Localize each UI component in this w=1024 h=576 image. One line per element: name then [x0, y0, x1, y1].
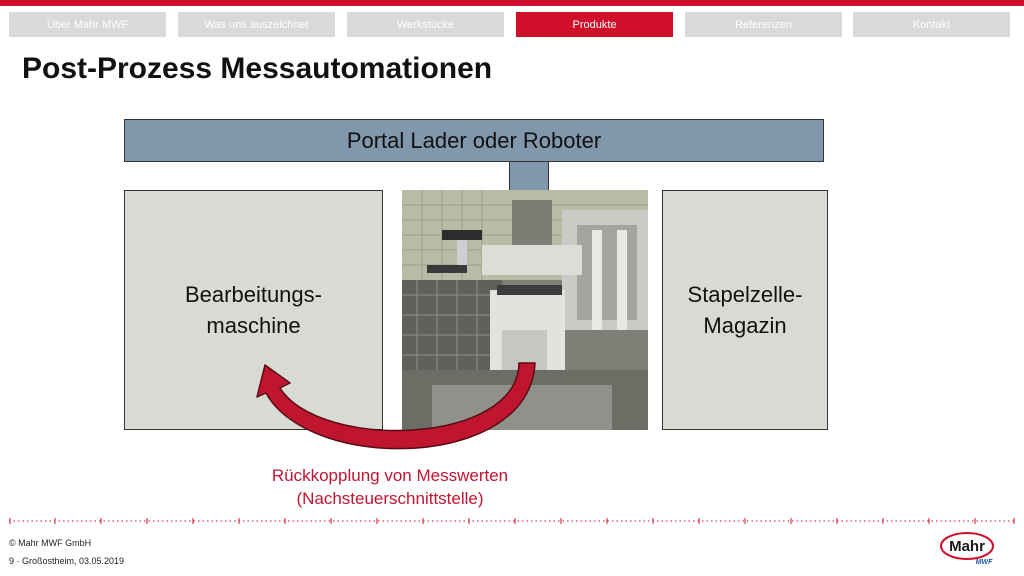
feedback-caption: Rückkopplung von Messwerten (Nachsteuerschnittstelle) — [271, 466, 509, 508]
slide-title: Post-Prozess Messautomationen — [22, 52, 493, 85]
tab-was-uns-auszeichnet[interactable]: Was uns auszeichnet — [178, 12, 335, 37]
feedback-arrow-icon — [230, 355, 550, 465]
mahr-logo-icon — [940, 531, 996, 565]
tab-kontakt[interactable]: Kontakt — [853, 12, 1010, 37]
footer-page-info: 9 · Großostheim, 03.05.2019 — [9, 556, 125, 566]
footer-divider — [9, 518, 1015, 524]
portal-loader-box: Portal Lader oder Roboter — [124, 119, 824, 162]
stacking-cell-box-label: Stapelzelle- Magazin — [687, 282, 803, 338]
stacking-cell-box — [662, 190, 828, 430]
tab-werkstuecke[interactable]: Werkstücke — [347, 12, 504, 37]
logo-sub-text: MWF — [975, 559, 993, 565]
tab-referenzen[interactable]: Referenzen — [685, 12, 842, 37]
machining-box-label: Bearbeitungs- maschine — [185, 282, 322, 338]
footer-copyright: © Mahr MWF GmbH — [9, 538, 92, 548]
tab-produkte[interactable]: Produkte — [516, 12, 673, 37]
tab-ueber-mahr-mwf[interactable]: Über Mahr MWF — [9, 12, 166, 37]
logo-main-text: Mahr — [949, 538, 985, 555]
top-accent-bar — [0, 0, 1024, 6]
